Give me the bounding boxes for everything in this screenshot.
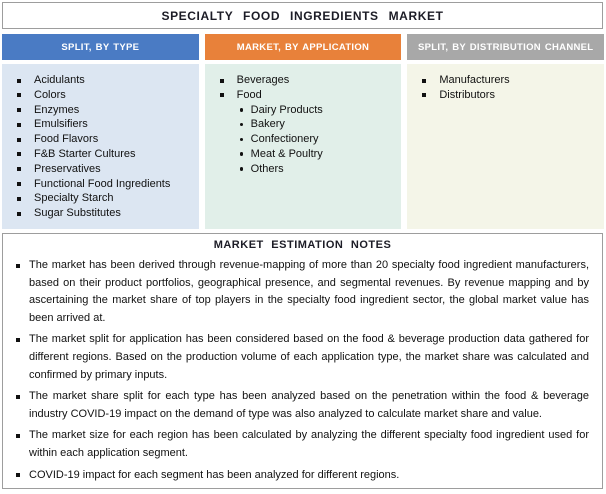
note-item <box>16 427 589 462</box>
note-item <box>16 467 589 485</box>
sub-item-label: Confectionery <box>250 133 319 146</box>
square-bullet-icon <box>16 338 20 342</box>
application-list-item <box>213 73 396 88</box>
square-bullet-icon <box>17 197 21 201</box>
square-bullet-icon <box>220 79 224 83</box>
sub-item-label: Others <box>250 162 284 175</box>
type-list-item <box>10 117 193 132</box>
item-label: The market has been derived through revenue-mapping of more than 20 specialty food ingredient manufacturers, based on their product portfolios, geographical presence, and segmental revenues. By revenue mapping and by ascertaining the market share of top players in the specialty food ingredient sector, the global market value has been arrived at. <box>29 259 589 324</box>
type-list-item <box>10 191 193 206</box>
square-bullet-icon <box>220 93 224 97</box>
sub-list-item <box>237 103 396 118</box>
item-label: Manufacturers <box>439 74 510 86</box>
type-list-item <box>10 132 193 147</box>
note-item <box>16 331 589 384</box>
square-bullet-icon <box>16 434 20 438</box>
type-list-item <box>10 88 193 103</box>
square-bullet-icon <box>17 212 21 216</box>
square-bullet-icon <box>17 93 21 97</box>
dot-bullet-icon <box>240 123 244 127</box>
column-panels-row <box>2 64 604 229</box>
square-bullet-icon <box>16 473 20 477</box>
note-item <box>16 388 589 423</box>
type-item-list <box>10 73 193 221</box>
item-label: The market share split for each type has been analyzed based on the penetration within the food & beverage industry COVID-19 impact on the demand of type was also analyzed to calculate market share and value. <box>29 390 589 420</box>
dot-bullet-icon <box>240 152 244 156</box>
market-estimation-notes-section <box>2 233 603 489</box>
type-list-item <box>10 162 193 177</box>
item-label: Enzymes <box>34 103 80 116</box>
item-label: Specialty Starch <box>34 192 114 205</box>
panel-split-by-distribution-channel <box>407 64 604 229</box>
square-bullet-icon <box>422 79 426 83</box>
square-bullet-icon <box>17 167 21 171</box>
type-list-item <box>10 206 193 221</box>
item-label: Preservatives <box>34 162 101 175</box>
sub-list-item <box>237 117 396 132</box>
square-bullet-icon <box>17 138 21 142</box>
type-list-item <box>10 177 193 192</box>
item-label: The market split for application has been considered based on the food & beverage production data gathered for different regions. Based on the production volume of each application type, the market share was calculated and confirmed by primary inputs. <box>29 333 589 381</box>
dot-bullet-icon <box>240 108 244 112</box>
square-bullet-icon <box>17 108 21 112</box>
distribution-item-list <box>415 73 598 103</box>
item-label: Beverages <box>236 74 290 86</box>
notes-bullet-list <box>16 257 589 484</box>
item-label: Food Flavors <box>34 133 99 146</box>
column-headers-row <box>2 34 604 60</box>
square-bullet-icon <box>17 182 21 186</box>
item-label: F&B Starter Cultures <box>34 147 136 160</box>
square-bullet-icon <box>422 93 426 97</box>
item-label: Acidulants <box>34 74 85 86</box>
distribution-list-item <box>415 88 598 103</box>
item-label: The market size for each region has been calculated by analyzing the different specialty food ingredient used for within each application segment. <box>29 429 589 459</box>
sub-list-item <box>237 162 396 177</box>
item-label: Distributors <box>439 88 495 101</box>
panel-split-by-type <box>2 64 199 229</box>
sub-item-label: Dairy Products <box>250 103 323 116</box>
square-bullet-icon <box>17 123 21 127</box>
sub-list-item <box>237 132 396 147</box>
type-list-item <box>10 103 193 118</box>
square-bullet-icon <box>16 264 20 268</box>
header-split-by-type: SPLIT, BY TYPE <box>2 34 199 60</box>
item-label: Food <box>236 88 262 101</box>
item-label: Sugar Substitutes <box>34 207 121 220</box>
square-bullet-icon <box>17 79 21 83</box>
application-list-item <box>213 88 396 177</box>
dot-bullet-icon <box>240 138 244 142</box>
type-list-item <box>10 147 193 162</box>
page-title: SPECIALTY FOOD INGREDIENTS MARKET <box>2 2 603 29</box>
sub-item-list <box>237 103 396 177</box>
distribution-list-item <box>415 73 598 88</box>
item-label: Functional Food Ingredients <box>34 177 171 190</box>
header-market-by-application: MARKET, BY APPLICATION <box>205 34 402 60</box>
header-split-by-distribution-channel: SPLIT, BY DISTRIBUTION CHANNEL <box>407 34 604 60</box>
notes-title: MARKET ESTIMATION NOTES <box>213 239 392 251</box>
sub-list-item <box>237 147 396 162</box>
type-list-item <box>10 73 193 88</box>
note-item <box>16 257 589 327</box>
sub-item-label: Meat & Poultry <box>250 147 323 160</box>
application-item-list <box>213 73 396 177</box>
square-bullet-icon <box>16 395 20 399</box>
item-label: COVID-19 impact for each segment has been analyzed for different regions. <box>29 468 400 481</box>
square-bullet-icon <box>17 152 21 156</box>
dot-bullet-icon <box>240 167 244 171</box>
panel-market-by-application <box>205 64 402 229</box>
sub-item-label: Bakery <box>250 118 285 131</box>
item-label: Colors <box>34 88 66 101</box>
item-label: Emulsifiers <box>34 118 88 131</box>
